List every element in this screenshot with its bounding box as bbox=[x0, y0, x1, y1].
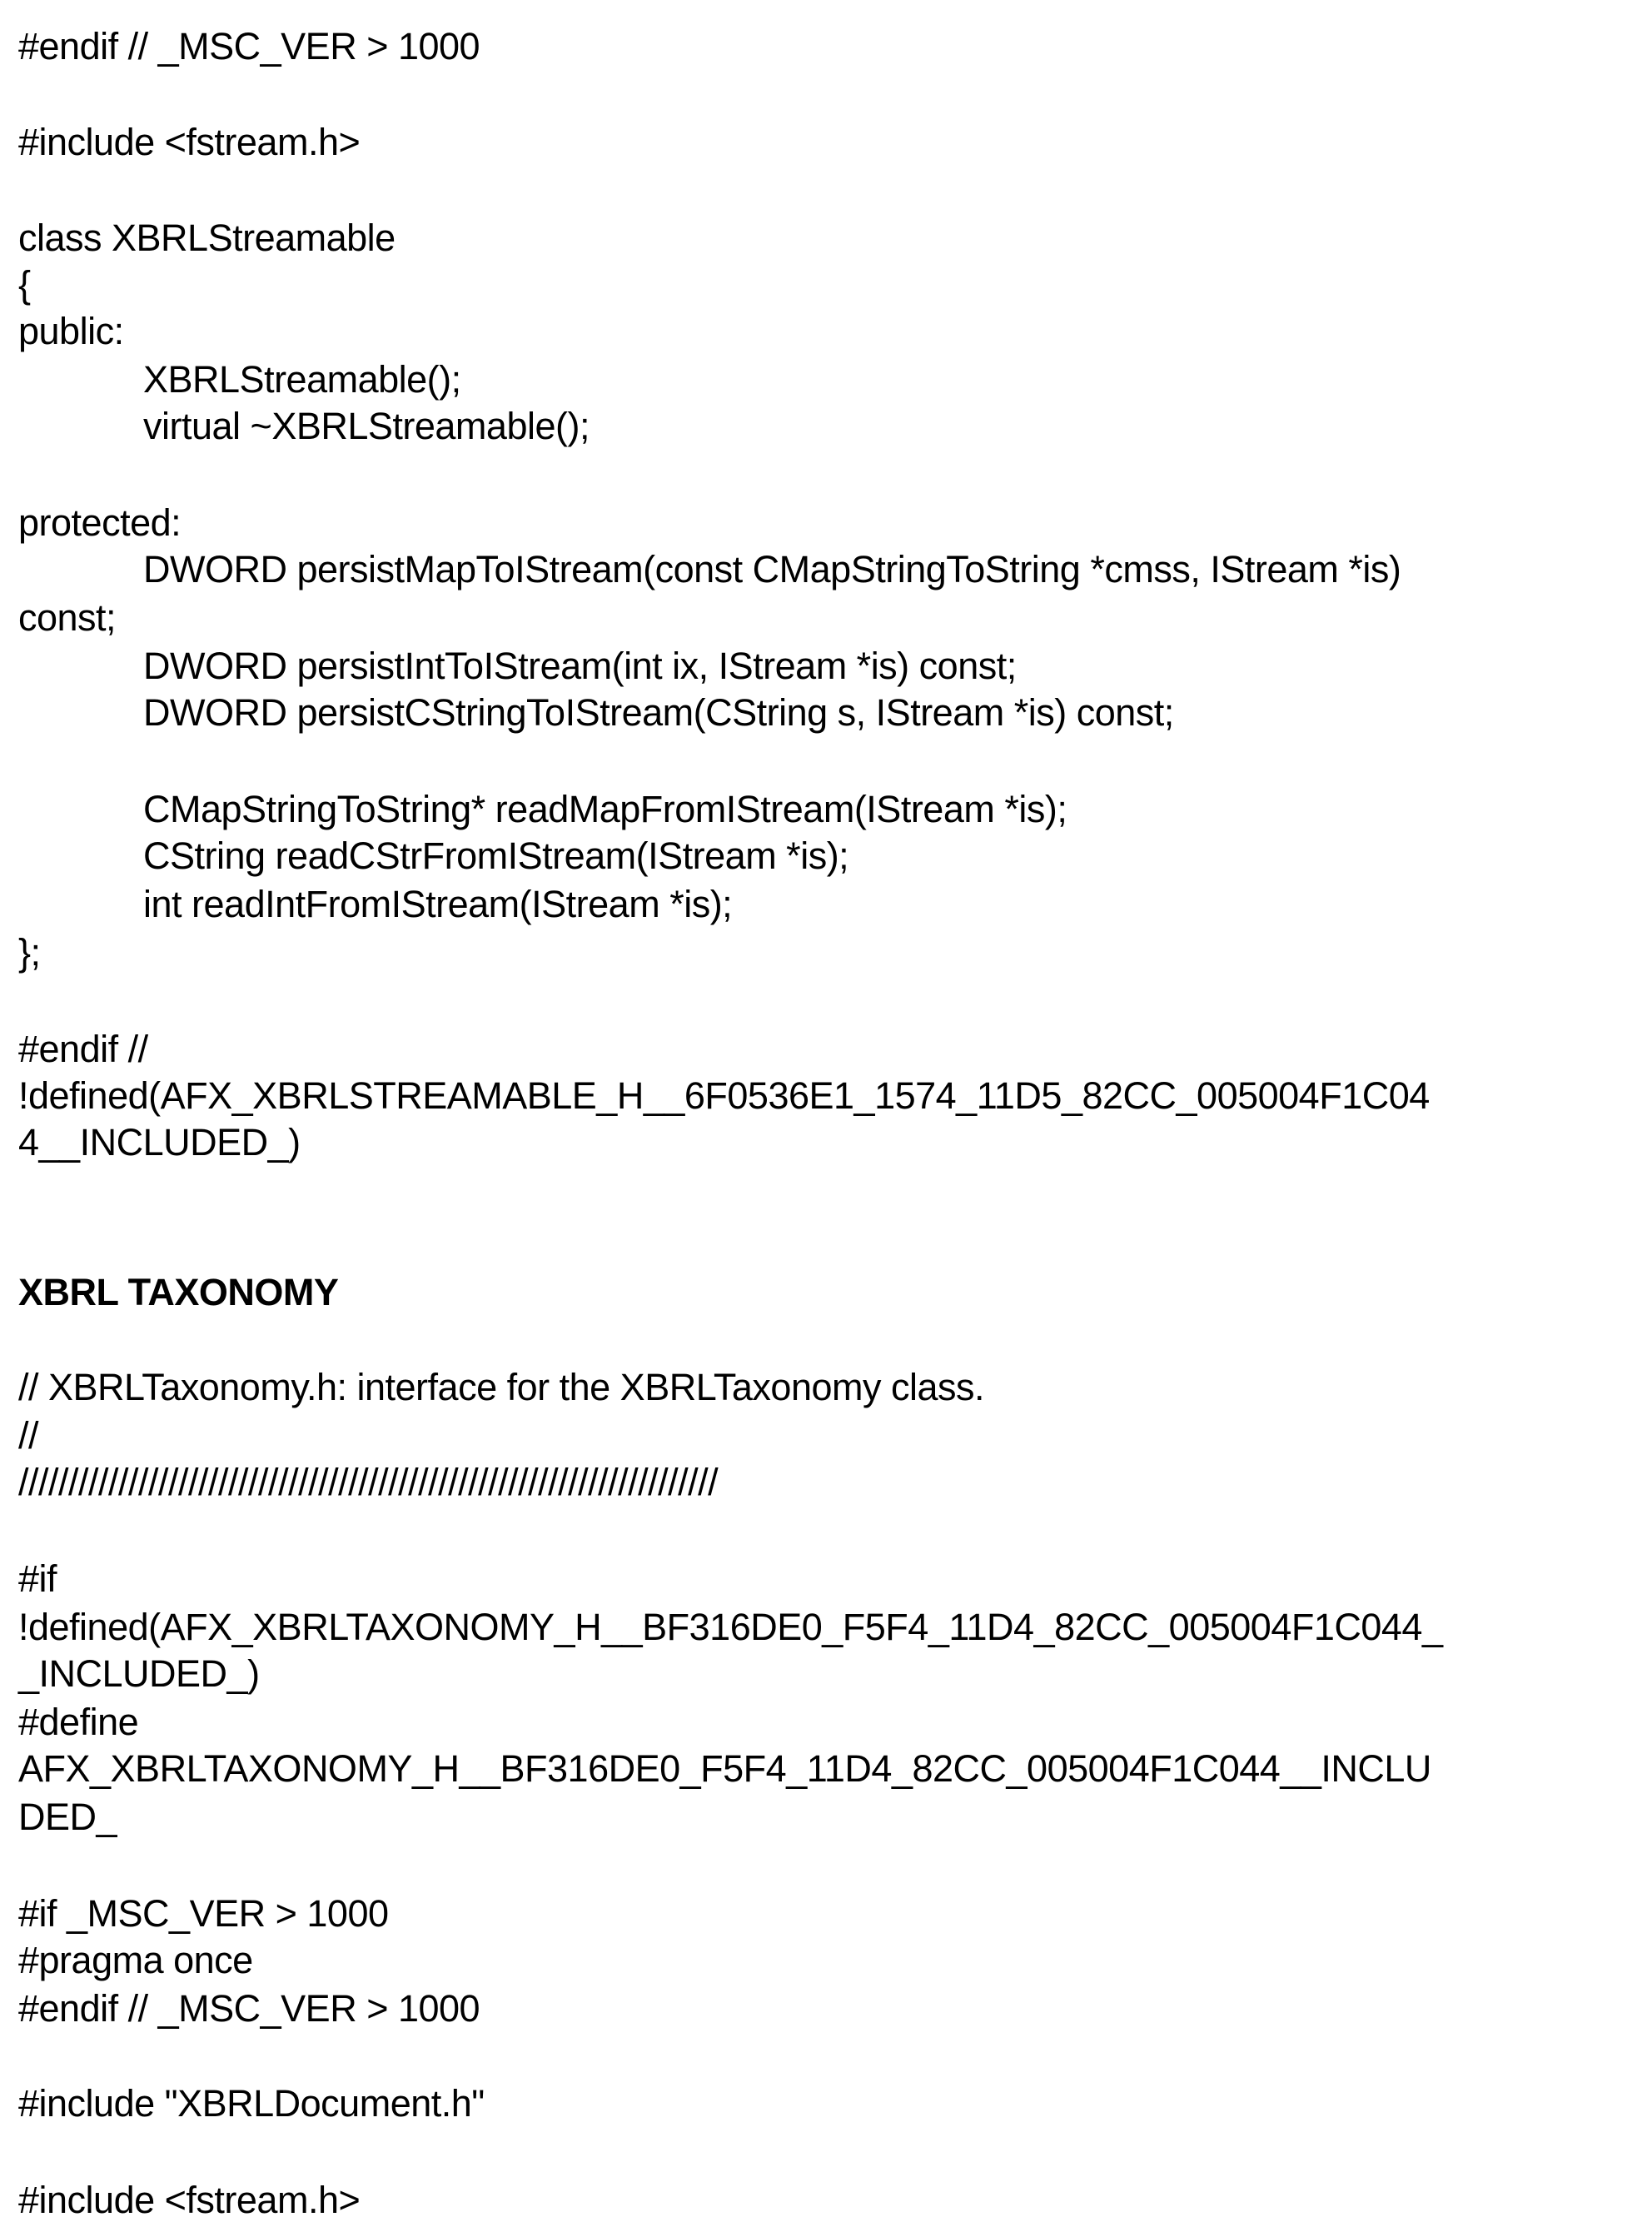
code-line: // XBRLTaxonomy.h: interface for the XBRLTaxonomy class. bbox=[18, 1366, 985, 1408]
code-line: #include "XBRLDocument.h" bbox=[18, 2082, 485, 2125]
code-line: }; bbox=[18, 931, 41, 974]
code-line: !defined(AFX_XBRLSTREAMABLE_H__6F0536E1_1574_11D5_82CC_005004F1C04 bbox=[18, 1074, 1430, 1117]
code-line: AFX_XBRLTAXONOMY_H__BF316DE0_F5F4_11D4_82CC_005004F1C044__INCLU bbox=[18, 1747, 1431, 1790]
code-line: 4__INCLUDED_) bbox=[18, 1121, 301, 1163]
code-line: #if bbox=[18, 1557, 57, 1600]
code-line: const; bbox=[18, 596, 117, 639]
code-line: #endif // _MSC_VER > 1000 bbox=[18, 25, 480, 67]
code-line: _INCLUDED_) bbox=[18, 1652, 260, 1695]
code-line: // bbox=[18, 1414, 39, 1457]
code-line: #include <fstream.h> bbox=[18, 2179, 361, 2221]
code-line: !defined(AFX_XBRLTAXONOMY_H__BF316DE0_F5F4_11D4_82CC_005004F1C044_ bbox=[18, 1606, 1443, 1648]
code-line: #define bbox=[18, 1701, 139, 1743]
code-line: class XBRLStreamable bbox=[18, 217, 396, 259]
code-line: #pragma once bbox=[18, 1939, 253, 1981]
code-line: virtual ~XBRLStreamable(); bbox=[143, 405, 590, 447]
code-line: CMapStringToString* readMapFromIStream(IStream *is); bbox=[143, 788, 1067, 830]
code-line: #include <fstream.h> bbox=[18, 121, 361, 163]
code-line: XBRLStreamable(); bbox=[143, 358, 461, 401]
code-line: #endif // bbox=[18, 1028, 148, 1070]
code-line: DWORD persistMapToIStream(const CMapStringToString *cmss, IStream *is) bbox=[143, 548, 1401, 590]
code-line: int readIntFromIStream(IStream *is); bbox=[143, 883, 733, 925]
code-line: protected: bbox=[18, 501, 182, 544]
code-line: DWORD persistCStringToIStream(CString s, IStream *is) const; bbox=[143, 691, 1174, 734]
code-line: CString readCStrFromIStream(IStream *is); bbox=[143, 835, 849, 877]
code-line: #endif // _MSC_VER > 1000 bbox=[18, 1987, 480, 2030]
code-line: #if _MSC_VER > 1000 bbox=[18, 1892, 389, 1935]
code-line: ////////////////////////////////////////////////////////////////////// bbox=[18, 1461, 719, 1503]
code-line: DED_ bbox=[18, 1796, 117, 1838]
code-line: { bbox=[18, 263, 31, 306]
section-heading: XBRL TAXONOMY bbox=[18, 1271, 339, 1313]
code-line: public: bbox=[18, 310, 124, 352]
code-line: DWORD persistIntToIStream(int ix, IStream *is) const; bbox=[143, 645, 1017, 687]
